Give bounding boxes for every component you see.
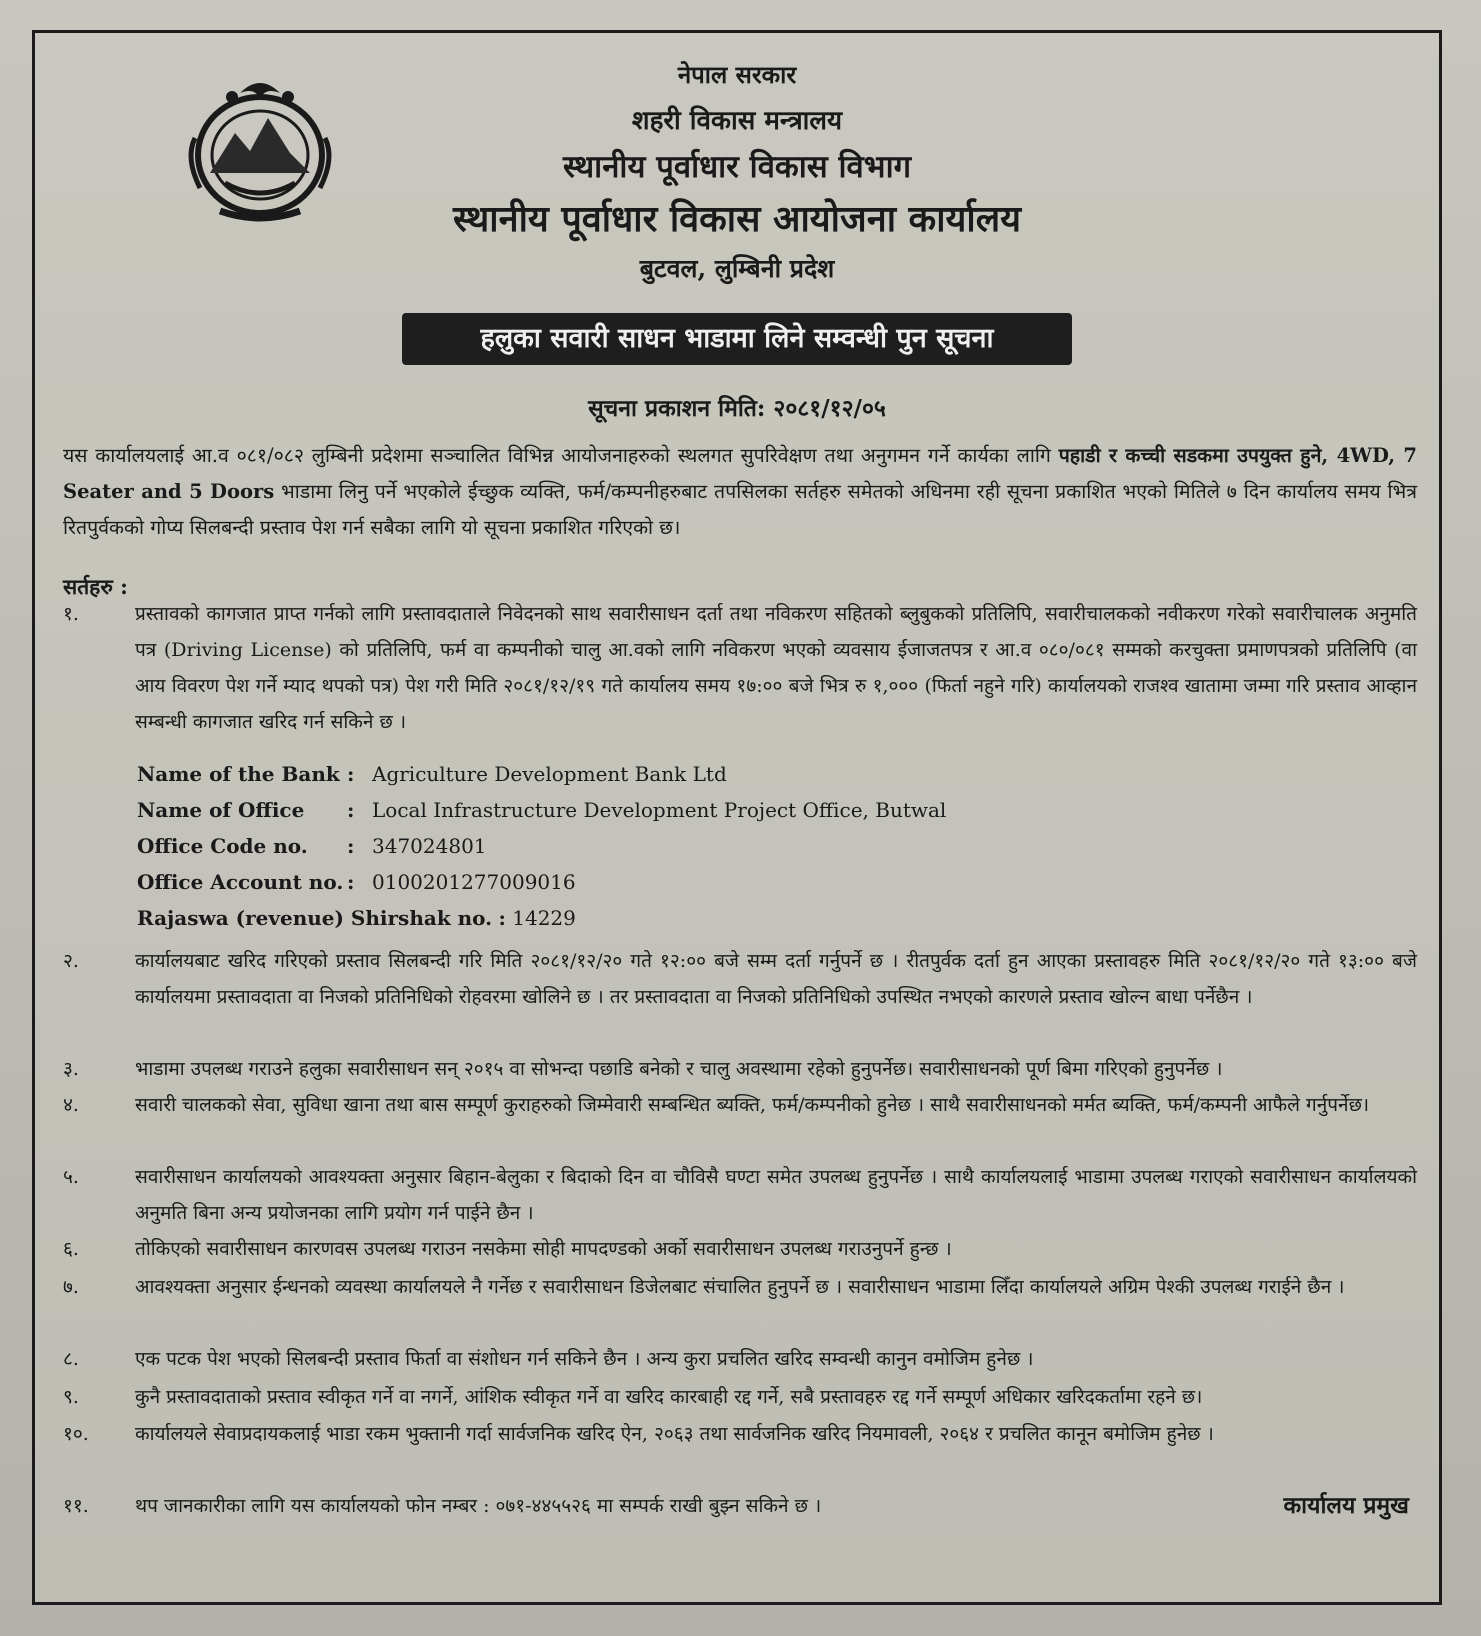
bank-name-label: Name of the Bank xyxy=(137,762,340,786)
clause-4 xyxy=(63,1087,1417,1123)
clause-6 xyxy=(63,1231,1417,1267)
clause-text: प्रस्तावको कागजात प्राप्त गर्नको लागि प्रस्तावदाताले निवेदनको साथ सवारीसाधन दर्ता तथा नविकरण सहितको ब्लुबुकको प्रतिलिपि, सवारीचालकको नवीकरण गरेको सवारीचालक अनुमति पत्र (Driving License) को प्रतिलिपि, फर्म वा कम्पनीको चालु आ.वको लागि नविकरण भएको व्यवसाय ईजाजतपत्र र आ.व ०८०/०८१ सम्मको करचुक्ता प्रमाणपत्रको प्रतिलिपि (वा आय विवरण पेश गर्ने म्याद थपको पत्र) पेश गरी मिति २०८१/१२/१९ गते कार्यालय समय १७:०० बजे भित्र रु १,००० (फिर्ता नहुने गरि) कार्यालयको राजश्व खातामा जम्मा गरि प्रस्ताव आव्हान सम्बन्धी कागजात खरिद गर्न सकिने छ । xyxy=(135,603,1417,733)
conditions-heading: सर्तहरु : xyxy=(63,574,128,599)
clause-text: कार्यालयले सेवाप्रदायकलाई भाडा रकम भुक्तानी गर्दा सार्वजनिक खरिद ऐन, २०६३ तथा सार्वजनिक खरिद नियमावली, २०६४ र प्रचलित कानून बमोजिम हुनेछ । xyxy=(135,1423,1214,1445)
clause-text: सवारी चालकको सेवा, सुविधा खाना तथा बास सम्पूर्ण कुराहरुको जिम्मेवारी सम्बन्धित ब्यक्ति, फर्म/कम्पनीको हुनेछ । साथै सवारीसाधनको मर्मत ब्यक्ति, फर्म/कम्पनी आफैले गर्नुपर्नेछ। xyxy=(135,1094,1370,1116)
office-code-value: 347024801 xyxy=(372,834,487,858)
clause-2 xyxy=(63,943,1417,1015)
notice-box xyxy=(32,30,1442,1605)
clause-text: सवारीसाधन कार्यालयको आवश्यक्ता अनुसार बिहान-बेलुका र बिदाको दिन वा चौविसै घण्टा समेत उपलब्ध हुनुपर्नेछ । साथै कार्यालयलाई भाडामा उपलब्ध गराएको सवारीसाधन कार्यालयको अनुमति बिना अन्य प्रयोजनका लागि प्रयोग गर्न पाईने छैन । xyxy=(135,1166,1417,1224)
intro-text-2: भाडामा लिनु पर्ने भएकोले ईच्छुक व्यक्ति, फर्म/कम्पनीहरुबाट तपसिलका सर्तहरु समेतको अधिनमा रही सूचना प्रकाशित भएको मितिले ७ दिन कार्यालय समय भित्र रितपुर्वकको गोप्य सिलबन्दी प्रस्ताव पेश गर्न सबैका लागि यो सूचना प्रकाशित गरिएको छ। xyxy=(63,480,1417,539)
clause-text: तोकिएको सवारीसाधन कारणवस उपलब्ध गराउन नसकेमा सोही मापदण्डको अर्को सवारीसाधन उपलब्ध गराउनुपर्ने हुन्छ । xyxy=(135,1238,952,1260)
office-name-value: Local Infrastructure Development Project Office, Butwal xyxy=(372,798,947,822)
publication-date: सूचना प्रकाशन मिति: २०८१/१२/०५ xyxy=(588,395,886,422)
office-chief-signature: कार्यालय प्रमुख xyxy=(1283,1492,1409,1519)
clause-number: ४. xyxy=(63,1094,79,1116)
colon: : xyxy=(347,834,355,858)
revenue-label: Rajaswa (revenue) Shirshak no. xyxy=(137,906,493,930)
header-ministry: शहरी विकास मन्त्रालय xyxy=(631,106,843,136)
revenue-line xyxy=(137,900,576,936)
colon: : xyxy=(347,762,355,786)
clause-text: भाडामा उपलब्ध गराउने हलुका सवारीसाधन सन् २०१५ वा सोभन्दा पछाडि बनेको र चालु अवस्थामा रहेको हुनुपर्नेछ। सवारीसाधनको पूर्ण बिमा गरिएको हुनुपर्नेछ । xyxy=(135,1058,1223,1080)
clause-3 xyxy=(63,1051,1417,1087)
intro-paragraph xyxy=(63,438,1417,546)
clause-number: २. xyxy=(63,950,79,972)
clause-7 xyxy=(63,1269,1417,1305)
colon: : xyxy=(498,906,506,930)
clause-number: ७. xyxy=(63,1276,79,1298)
clause-8 xyxy=(63,1341,1417,1377)
clause-text: कुनै प्रस्तावदाताको प्रस्ताव स्वीकृत गर्ने वा नगर्ने, आंशिक स्वीकृत गर्ने वा खरिद कारबाही रद्द गर्ने, सबै प्रस्तावहरु रद्द गर्ने सम्पूर्ण अधिकार खरिदकर्तामा रहने छ। xyxy=(135,1386,1203,1408)
office-account-value: 0100201277009016 xyxy=(372,870,576,894)
clause-1 xyxy=(63,596,1417,740)
clause-text: एक पटक पेश भएको सिलबन्दी प्रस्ताव फिर्ता वा संशोधन गर्न सकिने छैन । अन्य कुरा प्रचलित खरिद सम्वन्धी कानुन वमोजिम हुनेछ । xyxy=(135,1348,1034,1370)
header-location: बुटवल, लुम्बिनी प्रदेश xyxy=(639,254,835,283)
clause-number: १०. xyxy=(63,1423,89,1445)
clause-text: कार्यालयबाट खरिद गरिएको प्रस्ताव सिलबन्दी गरि मिति २०८१/१२/२० गते १२:०० बजे सम्म दर्ता गर्नुपर्ने छ । रीतपुर्वक दर्ता हुन आएका प्रस्तावहरु मिति २०८१/१२/२० गते १३:०० बजे कार्यालयमा प्रस्तावदाता वा निजको प्रतिनिधिको रोहवरमा खोलिने छ । तर प्रस्तावदाता वा निजको प्रतिनिधिको उपस्थित नभएको कारणले प्रस्ताव खोल्न बाधा पर्नेछैन । xyxy=(135,950,1417,1008)
clause-5 xyxy=(63,1159,1417,1231)
clause-9 xyxy=(63,1379,1417,1415)
intro-bold-text: पहाडी र कच्ची सडकमा उपयुक्त हुने, 4WD, 7 Seater and 5 Doors xyxy=(63,444,1417,503)
clause-text: थप जानकारीका लागि यस कार्यालयको फोन नम्बर : ०७१-४४५५२६ मा सम्पर्क राखी बुझ्न सकिने छ । xyxy=(135,1495,822,1517)
clause-10 xyxy=(63,1416,1417,1452)
header-department: स्थानीय पूर्वाधार विकास विभाग xyxy=(562,149,912,185)
header-government: नेपाल सरकार xyxy=(677,60,797,89)
colon: : xyxy=(347,798,355,822)
intro-text-1: यस कार्यालयलाई आ.व ०८१/०८२ लुम्बिनी प्रदेशमा सञ्चालित विभिन्न आयोजनाहरुको स्थलगत सुपरिवेक्षण तथा अनुगमन गर्ने कार्यका लागि xyxy=(63,444,1059,467)
clause-number: ८. xyxy=(63,1348,79,1370)
clause-number: ११. xyxy=(63,1495,89,1517)
clause-number: ३. xyxy=(63,1058,79,1080)
office-account-label: Office Account no. xyxy=(137,870,344,894)
notice-title-banner: हलुका सवारी साधन भाडामा लिने सम्वन्धी पुन सूचना xyxy=(402,313,1072,365)
clause-number: ९. xyxy=(63,1386,79,1408)
clause-number: १. xyxy=(63,603,79,625)
revenue-value: 14229 xyxy=(512,906,576,930)
colon: : xyxy=(347,870,355,894)
clause-text: आवश्यक्ता अनुसार ईन्धनको व्यवस्था कार्यालयले नै गर्नेछ र सवारीसाधन डिजेलबाट संचालित हुनुपर्ने छ । सवारीसाधन भाडामा लिँदा कार्यालयले अग्रिम पेश्की उपलब्ध गराईने छैन । xyxy=(135,1276,1345,1298)
header-office: स्थानीय पूर्वाधार विकास आयोजना कार्यालय xyxy=(452,198,1022,240)
clause-11 xyxy=(63,1488,1417,1524)
bank-name-value: Agriculture Development Bank Ltd xyxy=(372,762,727,786)
office-name-label: Name of Office xyxy=(137,798,305,822)
clause-number: ५. xyxy=(63,1166,79,1188)
clause-number: ६. xyxy=(63,1238,79,1260)
office-code-label: Office Code no. xyxy=(137,834,308,858)
